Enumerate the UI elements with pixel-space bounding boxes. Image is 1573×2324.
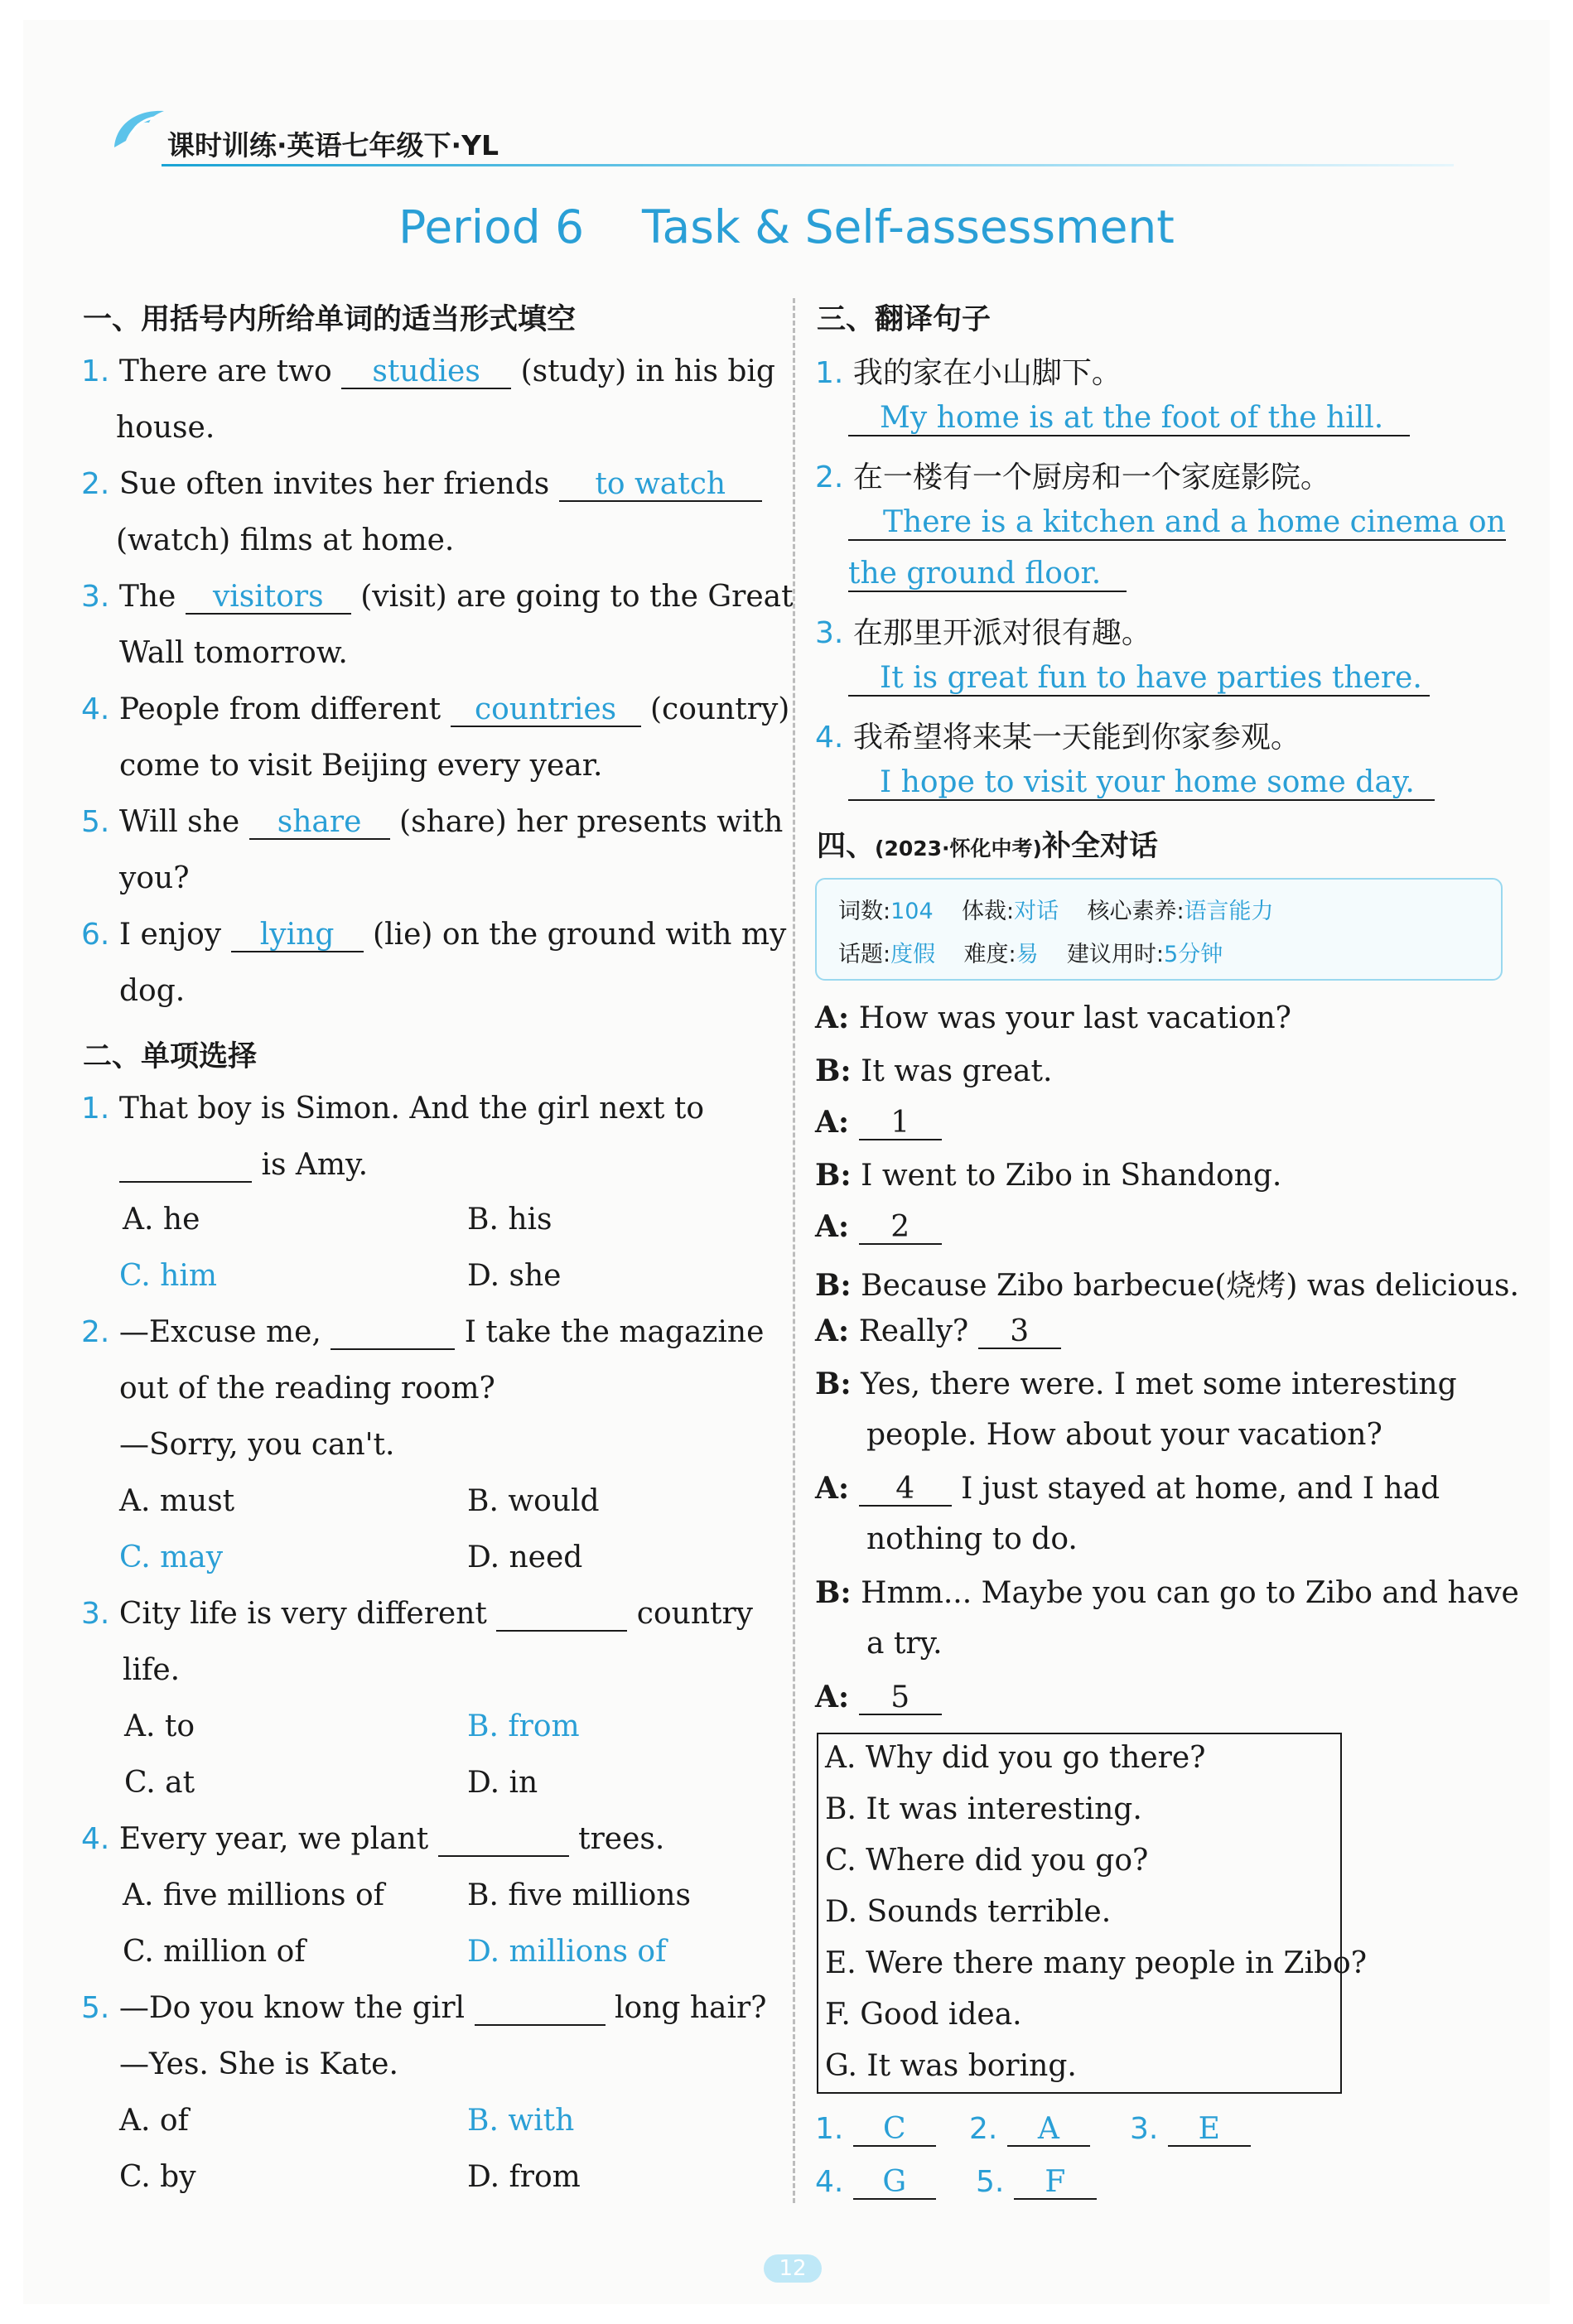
p1-answer-4[interactable]: countries	[451, 694, 641, 727]
dialogue-line-8-cont: people. How about your vacation?	[866, 1418, 1382, 1452]
page-number: 12	[764, 2254, 822, 2283]
p2-q5-reply: —Yes. She is Kate.	[119, 2047, 398, 2081]
dialogue-blank-5[interactable]: 5	[859, 1682, 942, 1715]
dialogue-line-10: B: Hmm... Maybe you can go to Zibo and have	[815, 1575, 1519, 1610]
option-a: A. Why did you go there?	[825, 1741, 1206, 1775]
info-row-2: 话题:度假 难度:易 建议用时:5分钟	[838, 942, 1223, 967]
p2-q4-option-c[interactable]: C. million of	[123, 1935, 306, 1969]
p2-q2-option-b[interactable]: B. would	[467, 1484, 600, 1518]
p3-item-4-cn: 4. 我希望将来某一天能到你家参观。	[815, 721, 1300, 755]
p2-q1-cont: is Amy.	[119, 1148, 368, 1183]
dialogue-line-9: A: 4 I just stayed at home, and I had	[815, 1471, 1440, 1506]
p2-q3-option-c[interactable]: C. at	[124, 1766, 195, 1800]
dialogue-line-9-cont: nothing to do.	[866, 1522, 1078, 1556]
p1-item-1: 1. There are two studies (study) in his big	[81, 354, 775, 388]
dialogue-blank-4[interactable]: 4	[859, 1473, 952, 1507]
p2-q3-cont: life.	[123, 1653, 181, 1687]
p2-q5: 5. —Do you know the girl long hair?	[81, 1991, 767, 2025]
p2-q2-option-c[interactable]: C. may	[119, 1540, 224, 1574]
dialogue-line-6: B: Because Zibo barbecue(烧烤) was delicious.	[815, 1268, 1519, 1303]
p2-q3-option-d[interactable]: D. in	[467, 1766, 538, 1800]
p2-q4-option-b[interactable]: B. five millions	[467, 1878, 691, 1912]
dialogue-blank-1[interactable]: 1	[859, 1107, 942, 1140]
dialogue-line-11: A: 5	[815, 1680, 942, 1715]
part1-heading: 一、用括号内所给单词的适当形式填空	[83, 303, 577, 336]
p2-q1-option-a[interactable]: A. he	[123, 1203, 200, 1237]
p3-item-2-cn: 2. 在一楼有一个厨房和一个家庭影院。	[815, 460, 1330, 494]
dialogue-line-8: B: Yes, there were. I met some interesting	[815, 1367, 1457, 1401]
p2-q5-option-a[interactable]: A. of	[119, 2104, 189, 2138]
dialogue-line-1: A: How was your last vacation?	[815, 1000, 1291, 1035]
answer-4: 4. G	[815, 2165, 936, 2200]
answer-5: 5. F	[976, 2165, 1097, 2200]
p2-q5-blank[interactable]	[475, 1993, 606, 2026]
p1-answer-2[interactable]: to watch	[559, 469, 762, 502]
page-title: Period 6 Task & Self-assessment	[398, 200, 1175, 253]
p2-q5-option-b[interactable]: B. with	[467, 2104, 575, 2138]
p2-q2-blank[interactable]	[331, 1317, 455, 1350]
p2-q4-blank[interactable]	[438, 1824, 569, 1857]
answer-1: 1. C	[815, 2112, 936, 2147]
option-d: D. Sounds terrible.	[825, 1895, 1112, 1929]
p3-item-2-en-1[interactable]: There is a kitchen and a home cinema on	[848, 505, 1506, 541]
part4-heading: 四、(2023·怀化中考)补全对话	[817, 830, 1158, 863]
p2-q1: 1. That boy is Simon. And the girl next to	[81, 1092, 705, 1126]
header-underline	[162, 164, 1454, 166]
p2-q3-option-a[interactable]: A. to	[124, 1709, 195, 1743]
p1-answer-1[interactable]: studies	[341, 356, 511, 389]
p1-answer-3[interactable]: visitors	[186, 581, 351, 615]
p1-item-6-cont: dog.	[119, 974, 186, 1008]
p1-item-3: 3. The visitors (visit) are going to the Great	[81, 580, 794, 614]
p2-q1-option-c[interactable]: C. him	[119, 1259, 217, 1293]
dialogue-line-3: A: 1	[815, 1105, 942, 1140]
p1-item-1-cont: house.	[116, 411, 215, 445]
p2-q2-option-d[interactable]: D. need	[467, 1540, 583, 1574]
p3-item-4-en[interactable]: I hope to visit your home some day.	[848, 765, 1435, 801]
info-row-1: 词数:104 体裁:对话 核心素养:语言能力	[838, 899, 1274, 924]
p2-q3-option-b[interactable]: B. from	[467, 1709, 580, 1743]
header-title: 课时训练·英语七年级下·YL	[167, 129, 499, 162]
p2-q3-blank[interactable]	[496, 1598, 627, 1632]
p2-q3: 3. City life is very different country	[81, 1597, 754, 1631]
p1-item-5-cont: you?	[119, 861, 190, 895]
dialogue-blank-2[interactable]: 2	[859, 1212, 942, 1245]
p2-q4: 4. Every year, we plant trees.	[81, 1822, 665, 1856]
answer-2: 2. A	[969, 2112, 1090, 2147]
p1-item-2-cont: (watch) films at home.	[116, 523, 455, 557]
p1-item-2: 2. Sue often invites her friends to watch	[81, 467, 762, 502]
dialogue-line-4: B: I went to Zibo in Shandong.	[815, 1158, 1282, 1193]
option-g: G. It was boring.	[825, 2049, 1077, 2083]
p2-q4-option-d[interactable]: D. millions of	[467, 1935, 667, 1969]
p2-q2-option-a[interactable]: A. must	[119, 1484, 235, 1518]
dialogue-blank-3[interactable]: 3	[978, 1316, 1061, 1349]
p1-item-4-cont: come to visit Beijing every year.	[119, 749, 603, 783]
part2-heading: 二、单项选择	[83, 1040, 258, 1073]
dialogue-line-5: A: 2	[815, 1209, 942, 1245]
dolphin-logo-icon	[108, 99, 174, 157]
p1-item-5: 5. Will she share (share) her presents with	[81, 805, 784, 839]
p2-q1-option-d[interactable]: D. she	[467, 1259, 562, 1293]
p3-item-1-en[interactable]: My home is at the foot of the hill.	[848, 401, 1410, 436]
option-e: E. Were there many people in Zibo?	[825, 1946, 1367, 1980]
p1-answer-5[interactable]: share	[249, 807, 390, 840]
part3-heading: 三、翻译句子	[817, 303, 992, 336]
dialogue-line-10-cont: a try.	[866, 1627, 943, 1661]
answer-3: 3. E	[1130, 2112, 1251, 2147]
p2-q2: 2. —Excuse me, I take the magazine	[81, 1315, 765, 1349]
p1-answer-6[interactable]: lying	[231, 919, 364, 952]
p2-q4-option-a[interactable]: A. five millions of	[123, 1878, 384, 1912]
p1-item-6: 6. I enjoy lying (lie) on the ground with my	[81, 918, 787, 952]
p1-item-3-cont: Wall tomorrow.	[119, 636, 348, 670]
option-f: F. Good idea.	[825, 1998, 1022, 2032]
p2-q2-reply: —Sorry, you can't.	[119, 1428, 395, 1462]
p2-q5-option-d[interactable]: D. from	[467, 2160, 581, 2194]
p2-q5-option-c[interactable]: C. by	[119, 2160, 196, 2194]
p3-item-3-cn: 3. 在那里开派对很有趣。	[815, 616, 1151, 650]
option-c: C. Where did you go?	[825, 1844, 1149, 1878]
p2-q1-blank[interactable]	[119, 1150, 252, 1183]
p3-item-3-en[interactable]: It is great fun to have parties there.	[848, 661, 1430, 697]
p3-item-2-en-2[interactable]: the ground floor.	[848, 557, 1127, 592]
dialogue-line-7: A: Really? 3	[815, 1314, 1061, 1349]
dialogue-line-2: B: It was great.	[815, 1054, 1053, 1088]
p3-item-1-cn: 1. 我的家在小山脚下。	[815, 356, 1122, 390]
p1-item-4: 4. People from different countries (country)	[81, 692, 790, 726]
p2-q1-option-b[interactable]: B. his	[467, 1203, 552, 1237]
option-b: B. It was interesting.	[825, 1792, 1142, 1826]
p2-q2-cont: out of the reading room?	[119, 1372, 495, 1405]
